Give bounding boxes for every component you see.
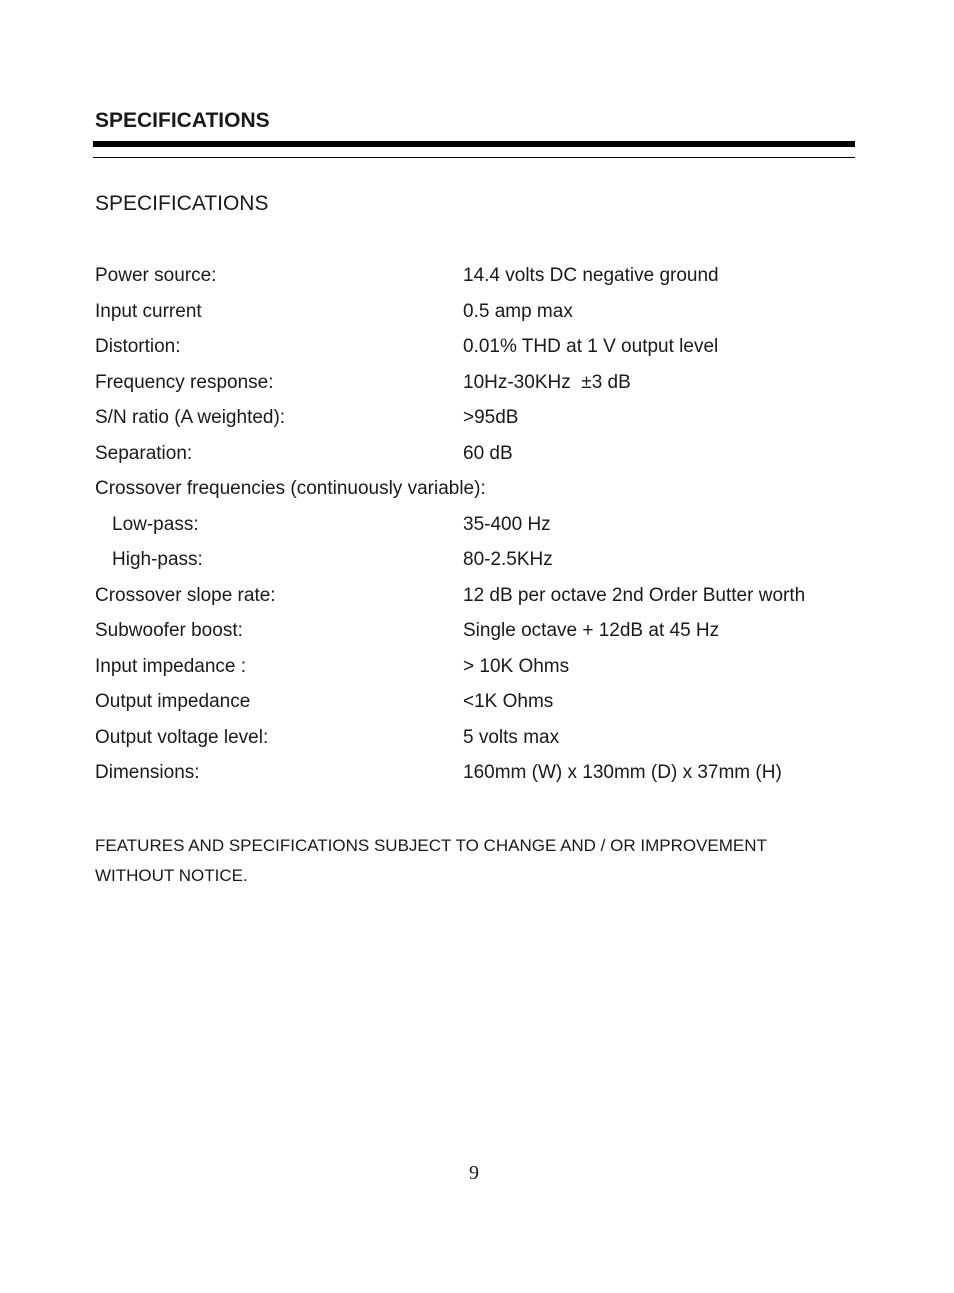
- spec-label: Frequency response:: [95, 371, 274, 393]
- spec-value: > 10K Ohms: [463, 655, 570, 677]
- change-notice-line-1: FEATURES AND SPECIFICATIONS SUBJECT TO CHANGE AND / OR IMPROVEMENT: [95, 836, 767, 855]
- spec-value: >95dB: [463, 407, 519, 428]
- spec-row-distortion: [95, 333, 855, 369]
- section-title: SPECIFICATIONS: [95, 192, 269, 215]
- spec-row-output-impedance: [95, 688, 855, 724]
- page-header-title: SPECIFICATIONS: [95, 109, 270, 132]
- spec-row-power-source: [95, 262, 855, 298]
- header-rule-thick: [93, 141, 855, 147]
- spec-list: [95, 262, 855, 795]
- spec-label: Distortion:: [95, 336, 181, 357]
- spec-value: 60 dB: [463, 442, 513, 464]
- spec-value: Single octave + 12dB at 45 Hz: [463, 620, 720, 641]
- spec-label: Input current: [95, 300, 202, 322]
- spec-row-input-current: [95, 298, 855, 334]
- spec-label: Separation:: [95, 442, 193, 464]
- spec-value: 5 volts max: [463, 726, 560, 748]
- spec-label: Power source:: [95, 265, 217, 286]
- spec-value: 0.01% THD at 1 V output level: [463, 336, 719, 357]
- spec-label: Input impedance :: [95, 655, 247, 677]
- spec-label: Output voltage level:: [95, 726, 269, 748]
- spec-label: High-pass:: [112, 549, 203, 570]
- spec-row-separation: [95, 440, 855, 476]
- spec-row-input-impedance: [95, 653, 855, 689]
- change-notice-line-2: WITHOUT NOTICE.: [95, 866, 248, 885]
- spec-label: Subwoofer boost:: [95, 620, 243, 641]
- spec-value: 12 dB per octave 2nd Order Butter worth: [463, 584, 806, 606]
- spec-label: Crossover frequencies (continuously variable):: [95, 478, 486, 499]
- spec-value: 14.4 volts DC negative ground: [463, 265, 719, 286]
- spec-row-output-voltage-level: [95, 724, 855, 760]
- spec-label: S/N ratio (A weighted):: [95, 407, 286, 428]
- spec-value: 80-2.5KHz: [463, 549, 553, 570]
- spec-label: Dimensions:: [95, 762, 200, 783]
- spec-row-crossover-frequencies: [95, 475, 855, 511]
- page-number: 9: [469, 1162, 479, 1184]
- spec-value: 0.5 amp max: [463, 300, 573, 322]
- spec-row-frequency-response: [95, 369, 855, 405]
- spec-row-sn-ratio: [95, 404, 855, 440]
- spec-value: 10Hz-30KHz ±3 dB: [463, 371, 631, 393]
- spec-value: 160mm (W) x 130mm (D) x 37mm (H): [463, 762, 782, 783]
- header-rule-thin: [93, 157, 855, 158]
- spec-row-high-pass: [95, 546, 855, 582]
- spec-row-low-pass: [95, 511, 855, 547]
- change-notice: [95, 831, 855, 891]
- spec-label: Crossover slope rate:: [95, 584, 276, 606]
- spec-row-subwoofer-boost: [95, 617, 855, 653]
- spec-row-crossover-slope-rate: [95, 582, 855, 618]
- spec-value: 35-400 Hz: [463, 513, 551, 535]
- spec-value: <1K Ohms: [463, 691, 554, 712]
- spec-label: Low-pass:: [112, 513, 199, 535]
- spec-label: Output impedance: [95, 691, 251, 712]
- spec-row-dimensions: [95, 759, 855, 795]
